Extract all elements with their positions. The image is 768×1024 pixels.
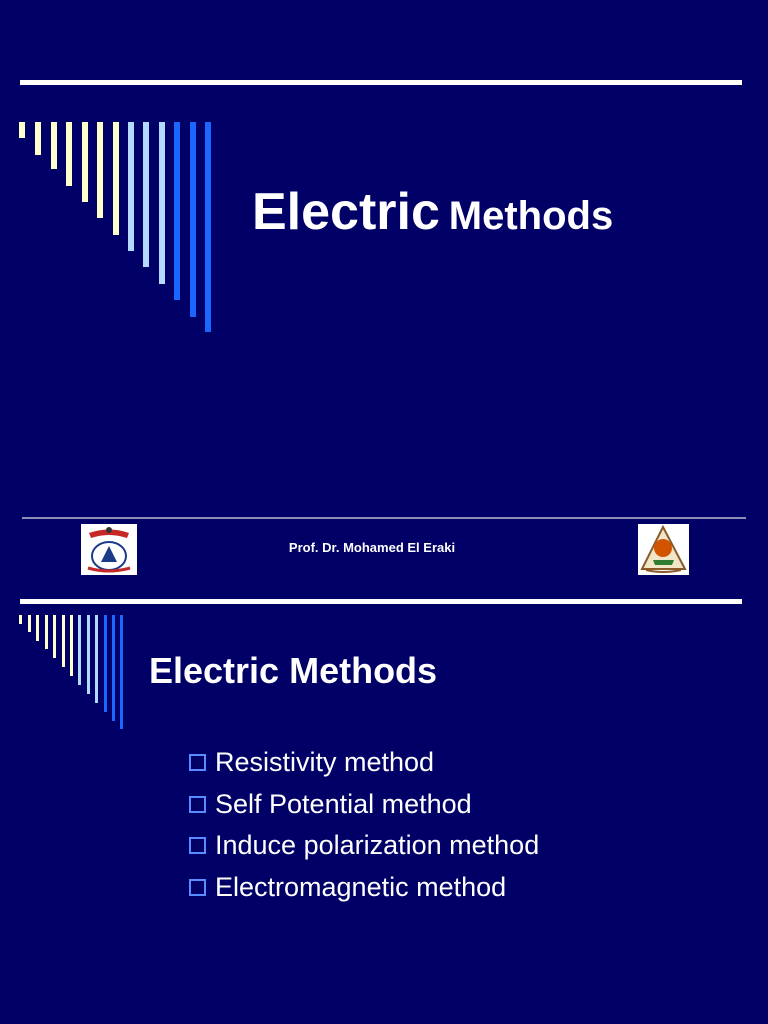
decorative-bar bbox=[205, 122, 211, 332]
list-item bbox=[189, 830, 539, 872]
title-word-electric: Electric bbox=[252, 183, 440, 241]
decorative-bar bbox=[78, 615, 81, 685]
hollow-square-bullet-icon bbox=[189, 754, 206, 771]
decorative-bar bbox=[113, 122, 119, 235]
title-word-methods: Methods bbox=[448, 194, 614, 238]
slide-title bbox=[252, 182, 613, 242]
decorative-bar bbox=[36, 615, 39, 641]
decorative-bar bbox=[35, 122, 41, 155]
decorative-bar bbox=[112, 615, 115, 721]
list-item bbox=[189, 872, 539, 914]
list-item bbox=[189, 789, 539, 831]
decorative-bar bbox=[120, 615, 123, 729]
hollow-square-bullet-icon bbox=[189, 879, 206, 896]
decorative-bar bbox=[70, 615, 73, 676]
decorative-bar bbox=[62, 615, 65, 667]
content-slide bbox=[0, 595, 768, 1024]
list-item-label: Electromagnetic method bbox=[215, 871, 507, 902]
decorative-bar bbox=[19, 615, 22, 624]
top-rule bbox=[20, 80, 742, 85]
top-rule bbox=[20, 599, 742, 604]
decorative-bar bbox=[143, 122, 149, 267]
list-item-label: Induce polarization method bbox=[215, 830, 540, 860]
decorative-bar bbox=[97, 122, 103, 218]
slide-title: Electric Methods bbox=[149, 650, 438, 691]
footer-rule bbox=[22, 517, 746, 519]
decorative-bar bbox=[51, 122, 57, 169]
hollow-square-bullet-icon bbox=[189, 796, 206, 813]
decorative-bar bbox=[82, 122, 88, 202]
decorative-bar bbox=[53, 615, 56, 658]
list-item-label: Self Potential method bbox=[215, 788, 472, 819]
decorative-bar bbox=[19, 122, 25, 138]
methods-list bbox=[189, 747, 539, 913]
decorative-bar bbox=[174, 122, 180, 300]
decorative-bar bbox=[190, 122, 196, 317]
list-item-label: Resistivity method bbox=[215, 747, 435, 777]
decorative-bar bbox=[87, 615, 90, 694]
faculty-emblem-logo bbox=[638, 524, 689, 575]
decorative-bar bbox=[95, 615, 98, 703]
decorative-bar bbox=[159, 122, 165, 284]
decorative-bar bbox=[45, 615, 48, 649]
list-item bbox=[189, 747, 539, 789]
faculty-emblem-icon bbox=[638, 524, 689, 575]
decorative-bar bbox=[28, 615, 31, 632]
decorative-bar bbox=[66, 122, 72, 186]
decorative-bar bbox=[128, 122, 134, 251]
hollow-square-bullet-icon bbox=[189, 837, 206, 854]
author-name: Prof. Dr. Mohamed El Eraki bbox=[288, 540, 456, 555]
decorative-bar bbox=[104, 615, 107, 712]
